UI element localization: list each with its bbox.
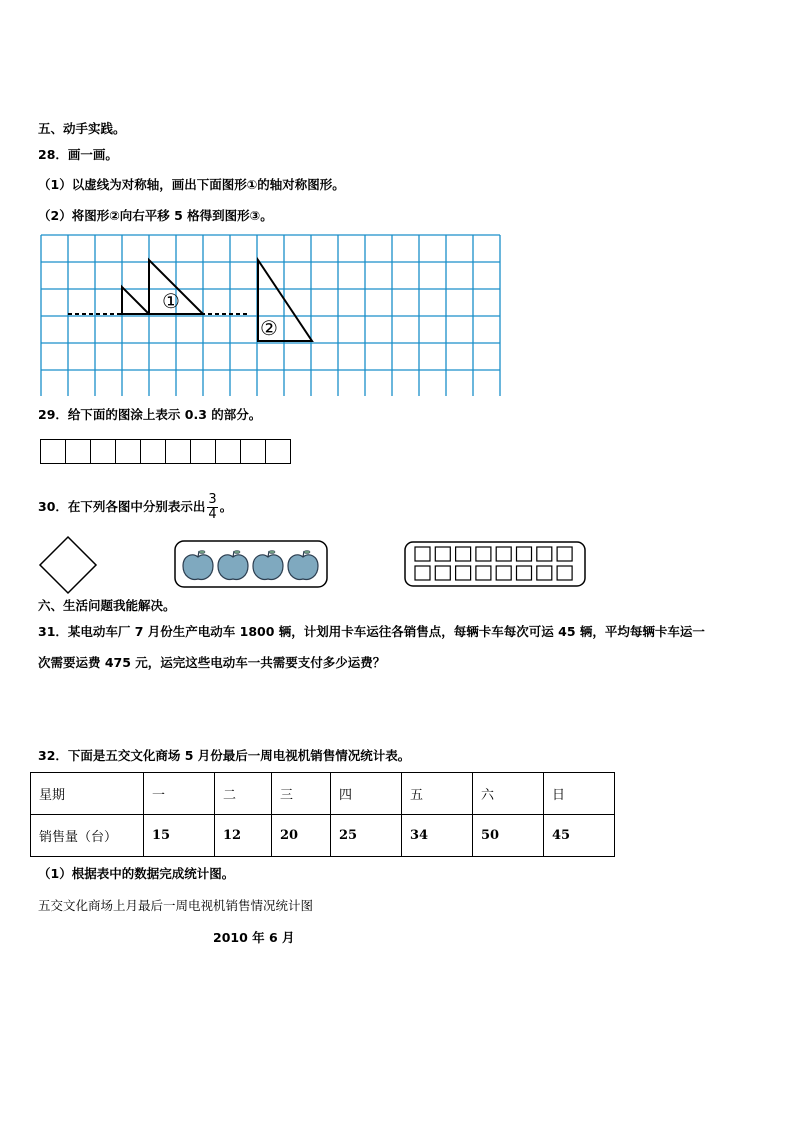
small-square[interactable]	[557, 566, 572, 580]
apple-icon[interactable]	[288, 551, 318, 580]
q31-line1: 31．某电动车厂 7 月份生产电动车 1800 辆，计划用卡车运往各销售点，每辆卡车每次可运 45 辆，平均每辆卡车运一	[38, 624, 705, 639]
small-square[interactable]	[476, 547, 491, 561]
strip-cell[interactable]	[191, 440, 216, 463]
apple-icon[interactable]	[218, 551, 248, 580]
q30-diamond	[38, 535, 98, 595]
q30-square-grid-box	[404, 541, 586, 587]
q28-grid-figure	[40, 234, 506, 396]
table-cell: 20	[272, 815, 331, 857]
q30-apple-box	[174, 540, 328, 588]
strip-cell[interactable]	[116, 440, 141, 463]
shape2-label: ②	[260, 316, 278, 340]
strip-cell[interactable]	[266, 440, 291, 463]
apple-group	[183, 551, 318, 580]
q32-part1: （1）根据表中的数据完成统计图。	[38, 866, 235, 881]
q30-fraction	[207, 493, 217, 522]
chart-date: 2010 年 6 月	[213, 930, 295, 945]
q29-text: 29．给下面的图涂上表示 0.3 的部分。	[38, 407, 262, 422]
small-square-group	[415, 547, 572, 580]
small-square[interactable]	[415, 547, 430, 561]
small-square[interactable]	[456, 566, 471, 580]
q28-part1: （1）以虚线为对称轴，画出下面图形①的轴对称图形。	[38, 177, 345, 192]
table-header-cell: 六	[473, 773, 544, 815]
q31-line2: 次需要运费 475 元，运完这些电动车一共需要支付多少运费？	[38, 655, 386, 670]
apple-icon[interactable]	[183, 551, 213, 580]
shape1-label: ①	[162, 289, 180, 313]
small-square[interactable]	[537, 566, 552, 580]
table-cell: 45	[544, 815, 615, 857]
section5-title: 五、动手实践。	[38, 121, 126, 136]
small-square[interactable]	[557, 547, 572, 561]
q28-number: 28．画一画。	[38, 147, 118, 162]
q30-text-before: 30．在下列各图中分别表示出	[38, 499, 206, 514]
strip-cell[interactable]	[216, 440, 241, 463]
small-square[interactable]	[435, 547, 450, 561]
strip-cell[interactable]	[66, 440, 91, 463]
q28-part2: （2）将图形②向右平移 5 格得到图形③。	[38, 208, 273, 223]
table-cell: 34	[402, 815, 473, 857]
table-header-cell: 三	[272, 773, 331, 815]
small-square[interactable]	[435, 566, 450, 580]
table-header-cell: 五	[402, 773, 473, 815]
q30-fraction-numerator: 3	[208, 492, 217, 507]
strip-cell[interactable]	[141, 440, 166, 463]
strip-cell[interactable]	[241, 440, 266, 463]
small-square[interactable]	[415, 566, 430, 580]
table-header-row	[31, 773, 615, 815]
table-cell: 15	[144, 815, 215, 857]
strip-cell[interactable]	[41, 440, 66, 463]
shape1-small-triangle	[122, 287, 149, 314]
small-square[interactable]	[496, 566, 511, 580]
q30-text-after: 。	[219, 499, 233, 514]
strip-cell[interactable]	[91, 440, 116, 463]
table-cell: 25	[331, 815, 402, 857]
small-square[interactable]	[517, 566, 532, 580]
q30-text	[38, 493, 232, 522]
table-row-label: 销售量（台）	[31, 815, 144, 857]
small-square[interactable]	[537, 547, 552, 561]
small-square[interactable]	[456, 547, 471, 561]
sales-table	[30, 772, 615, 857]
table-header-cell: 日	[544, 773, 615, 815]
small-square[interactable]	[476, 566, 491, 580]
table-header-cell: 星期	[31, 773, 144, 815]
small-square[interactable]	[517, 547, 532, 561]
table-header-cell: 二	[215, 773, 272, 815]
table-row	[31, 815, 615, 857]
table-header-cell: 一	[144, 773, 215, 815]
table-header-cell: 四	[331, 773, 402, 815]
section6-title: 六、生活问题我能解决。	[38, 598, 176, 613]
small-square[interactable]	[496, 547, 511, 561]
q32-text: 32．下面是五交文化商场 5 月份最后一周电视机销售情况统计表。	[38, 748, 411, 763]
table-cell: 12	[215, 815, 272, 857]
strip-cell[interactable]	[166, 440, 191, 463]
q29-cell-strip	[40, 439, 291, 464]
apple-icon[interactable]	[253, 551, 283, 580]
q30-fraction-denominator: 4	[208, 507, 217, 522]
chart-title: 五交文化商场上月最后一周电视机销售情况统计图	[38, 898, 314, 913]
table-cell: 50	[473, 815, 544, 857]
